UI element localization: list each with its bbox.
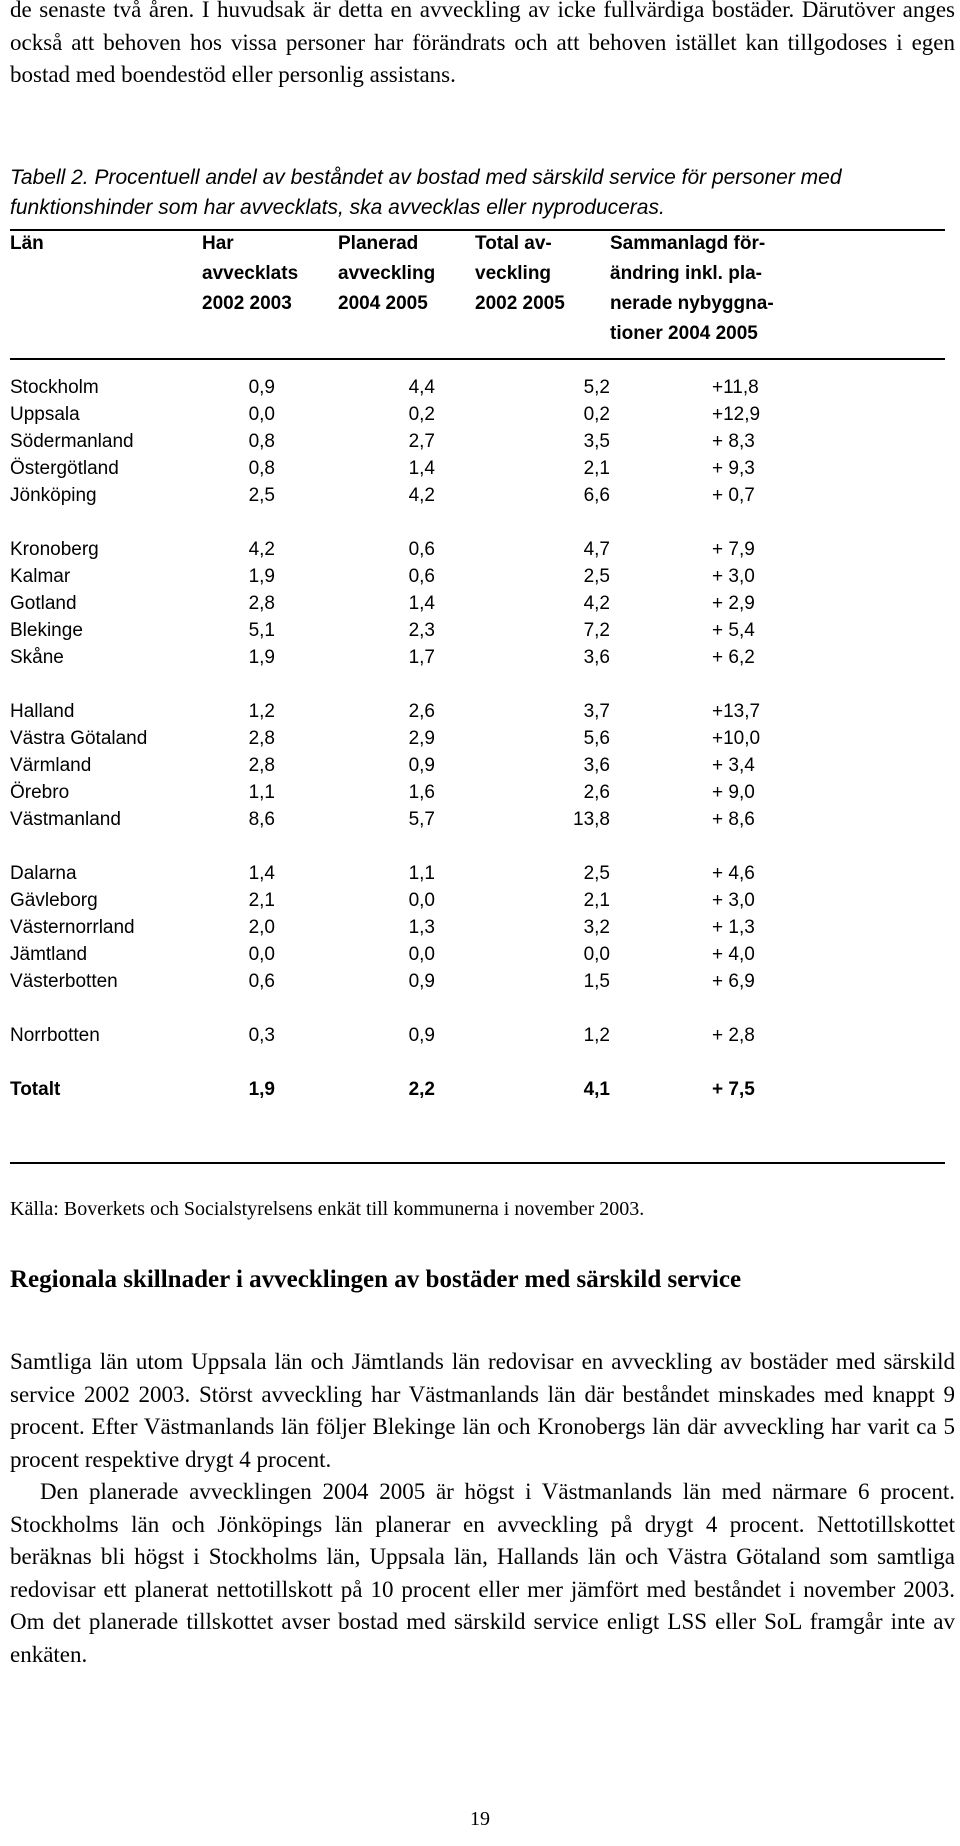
source-note: Källa: Boverkets och Socialstyrelsens enkät till kommunerna i november 2003. — [10, 1198, 645, 1220]
total-label: Totalt — [10, 1079, 61, 1100]
row-value: 0,6 — [248, 971, 275, 992]
row-value: + 4,0 — [712, 944, 755, 965]
row-value: 2,8 — [248, 728, 275, 749]
row-value: + 9,0 — [712, 782, 755, 803]
row-value: 2,1 — [248, 890, 275, 911]
table-bottom-rule — [10, 1162, 945, 1164]
table-row — [10, 400, 945, 430]
row-county: Gotland — [10, 593, 77, 614]
row-value: 0,6 — [408, 539, 435, 560]
row-value: 1,2 — [248, 701, 275, 722]
row-value: 2,1 — [583, 458, 610, 479]
row-county: Örebro — [10, 782, 70, 803]
table-row — [10, 697, 945, 727]
row-county: Västra Götaland — [10, 728, 148, 749]
row-value: 2,1 — [583, 890, 610, 911]
row-value: + 2,8 — [712, 1025, 755, 1046]
row-value: 1,2 — [583, 1025, 610, 1046]
table-row — [10, 616, 945, 646]
header-total-avveckling: Total av- veckling 2002 2005 — [475, 233, 565, 314]
row-county: Västerbotten — [10, 971, 118, 992]
total-value: 1,9 — [248, 1079, 275, 1100]
row-county: Skåne — [10, 647, 64, 668]
row-county: Värmland — [10, 755, 92, 776]
row-value: 2,8 — [248, 755, 275, 776]
row-value: 1,9 — [248, 566, 275, 587]
row-value: 0,9 — [248, 377, 275, 398]
table-row — [10, 859, 945, 889]
row-value: 3,5 — [583, 431, 610, 452]
table-row — [10, 940, 945, 970]
row-county: Uppsala — [10, 404, 80, 425]
intro-paragraph: de senaste två åren. I huvudsak är detta en avveckling av icke fullvärdiga bostäder. Därutöver anges också att behoven hos vissa personer har förändrats och att behoven istället kan tillgodoses i egen bostad med boendestöd eller personlig assistans. — [10, 0, 955, 87]
row-value: 2,6 — [583, 782, 610, 803]
row-county: Västmanland — [10, 809, 121, 830]
row-value: 1,5 — [583, 971, 610, 992]
header-planerad-avveckling: Planerad avveckling 2004 2005 — [338, 233, 436, 314]
row-value: 1,6 — [408, 782, 435, 803]
row-value: 5,7 — [408, 809, 435, 830]
row-value: 2,5 — [583, 863, 610, 884]
total-value: 4,1 — [583, 1079, 610, 1100]
table-row — [10, 1021, 945, 1051]
row-value: 3,6 — [583, 647, 610, 668]
row-value: +10,0 — [712, 728, 761, 749]
row-value: 0,8 — [248, 458, 275, 479]
row-county: Östergötland — [10, 458, 119, 479]
row-value: 0,2 — [583, 404, 610, 425]
row-county: Västernorrland — [10, 917, 135, 938]
row-value: 5,2 — [583, 377, 610, 398]
row-county: Jönköping — [10, 485, 97, 506]
row-value: + 8,3 — [712, 431, 755, 452]
row-county: Gävleborg — [10, 890, 98, 911]
row-county: Stockholm — [10, 377, 99, 398]
row-value: 0,0 — [408, 890, 435, 911]
row-value: + 1,3 — [712, 917, 755, 938]
row-value: 3,7 — [583, 701, 610, 722]
row-value: 2,9 — [408, 728, 435, 749]
row-county: Halland — [10, 701, 75, 722]
table-row — [10, 643, 945, 673]
row-county: Blekinge — [10, 620, 83, 641]
table-row — [10, 373, 945, 403]
row-value: 2,7 — [408, 431, 435, 452]
table-row — [10, 454, 945, 484]
row-value: 4,4 — [408, 377, 435, 398]
header-sammanlagd-forandring: Sammanlagd för- ändring inkl. pla- nerade nybyggna- tioner 2004 2005 — [610, 233, 774, 344]
row-value: 1,3 — [408, 917, 435, 938]
row-value: 7,2 — [583, 620, 610, 641]
row-value: 2,6 — [408, 701, 435, 722]
table-row — [10, 913, 945, 943]
row-value: 4,2 — [583, 593, 610, 614]
row-value: + 6,9 — [712, 971, 755, 992]
row-value: 3,6 — [583, 755, 610, 776]
table-row — [10, 751, 945, 781]
row-value: 2,5 — [583, 566, 610, 587]
row-value: + 9,3 — [712, 458, 755, 479]
total-value: 2,2 — [408, 1079, 435, 1100]
row-value: 1,9 — [248, 647, 275, 668]
row-value: 0,9 — [408, 971, 435, 992]
table-row — [10, 724, 945, 754]
table-row — [10, 562, 945, 592]
table-caption: Tabell 2. Procentuell andel av beståndet av bostad med särskild service för personer med funktionshinder som har avvecklats, ska avvecklas eller nyproduceras. — [10, 166, 842, 219]
row-county: Södermanland — [10, 431, 134, 452]
row-value: 1,1 — [408, 863, 435, 884]
row-value: + 6,2 — [712, 647, 755, 668]
row-value: + 3,0 — [712, 890, 755, 911]
row-value: 2,5 — [248, 485, 275, 506]
row-value: 5,6 — [583, 728, 610, 749]
table-row — [10, 535, 945, 565]
table-row — [10, 481, 945, 511]
row-value: + 7,9 — [712, 539, 755, 560]
table-row — [10, 589, 945, 619]
table-total-row — [10, 1075, 945, 1105]
row-value: + 2,9 — [712, 593, 755, 614]
row-value: 4,2 — [408, 485, 435, 506]
row-value: 0,0 — [408, 944, 435, 965]
row-value: 4,7 — [583, 539, 610, 560]
total-value: + 7,5 — [712, 1079, 755, 1100]
row-value: 0,8 — [248, 431, 275, 452]
header-har-avvecklats: Har avvecklats 2002 2003 — [202, 233, 299, 314]
header-lan: Län — [10, 233, 44, 254]
row-value: +11,8 — [712, 377, 759, 398]
row-value: 2,8 — [248, 593, 275, 614]
row-value: 0,0 — [583, 944, 610, 965]
table-row — [10, 427, 945, 457]
row-county: Dalarna — [10, 863, 77, 884]
row-value: 0,6 — [408, 566, 435, 587]
row-value: + 3,0 — [712, 566, 755, 587]
row-value: 1,1 — [248, 782, 275, 803]
row-value: 4,2 — [248, 539, 275, 560]
row-value: 1,4 — [408, 593, 435, 614]
row-value: 0,0 — [248, 404, 275, 425]
row-county: Kronoberg — [10, 539, 99, 560]
row-value: + 8,6 — [712, 809, 755, 830]
row-value: 1,4 — [408, 458, 435, 479]
row-value: 0,3 — [248, 1025, 275, 1046]
table-row — [10, 805, 945, 835]
row-county: Kalmar — [10, 566, 71, 587]
row-value: 0,2 — [408, 404, 435, 425]
page-number: 19 — [470, 1808, 490, 1830]
table-row — [10, 778, 945, 808]
table-row — [10, 886, 945, 916]
row-value: + 3,4 — [712, 755, 755, 776]
row-value: + 4,6 — [712, 863, 755, 884]
row-value: 5,1 — [248, 620, 275, 641]
row-value: 1,7 — [408, 647, 435, 668]
paragraph-2: Den planerade avvecklingen 2004 2005 är högst i Västmanlands län med närmare 6 procent. Stockholms län och Jönköpings län planerar en avveckling på drygt 4 procent. Nettotillskottet beräknas bli högst i Stockholms län, Uppsala län, Hallands län och Västra Götaland som samtliga redovisar ett planerat nettotillskott på 10 procent eller mer jämfört med beståndet i november 2003. Om det planerade tillskottet avser bostad med särskild service enligt LSS eller SoL framgår inte av enkäten. — [10, 1479, 955, 1667]
row-county: Jämtland — [10, 944, 88, 965]
row-value: + 0,7 — [712, 485, 755, 506]
table-row — [10, 967, 945, 997]
row-value: 8,6 — [248, 809, 275, 830]
paragraph-1: Samtliga län utom Uppsala län och Jämtlands län redovisar en avveckling av bostäder med särskild service 2002 2003. Störst avveckling har Västmanlands län där beståndet minskades med knappt 9 procent. Efter Västmanlands län följer Blekinge län och Kronobergs län där avveckling har varit ca 5 procent respektive drygt 4 procent. — [10, 1349, 955, 1472]
row-value: 13,8 — [573, 809, 610, 830]
row-value: 6,6 — [583, 485, 610, 506]
row-value: +13,7 — [712, 701, 761, 722]
row-value: 1,4 — [248, 863, 275, 884]
row-value: 0,0 — [248, 944, 275, 965]
row-value: 0,9 — [408, 1025, 435, 1046]
body-text — [10, 1346, 955, 1671]
row-value: 2,3 — [408, 620, 435, 641]
row-value: 3,2 — [583, 917, 610, 938]
row-value: 2,0 — [248, 917, 275, 938]
row-value: 0,9 — [408, 755, 435, 776]
row-value: +12,9 — [712, 404, 761, 425]
row-county: Norrbotten — [10, 1025, 100, 1046]
row-value: + 5,4 — [712, 620, 755, 641]
header-bottom-rule — [10, 358, 945, 360]
section-heading: Regionala skillnader i avvecklingen av bostäder med särskild service — [10, 1266, 742, 1293]
